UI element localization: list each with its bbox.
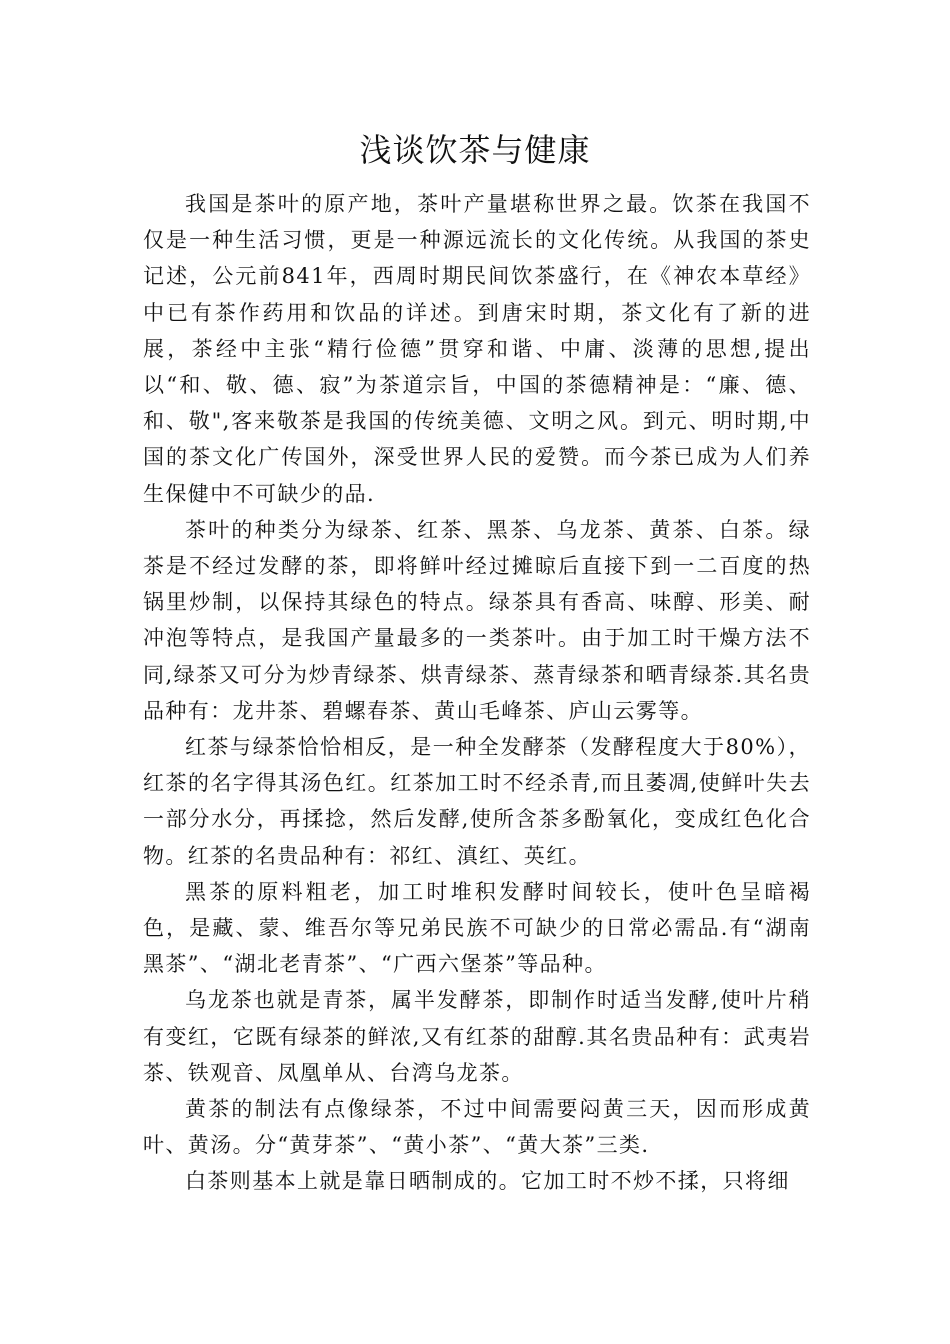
document-title: 浅谈饮茶与健康 [359,131,591,169]
paragraph-tea-types-green-tea: 茶叶的种类分为绿茶、红茶、黑茶、乌龙茶、黄茶、白茶。绿茶是不经过发酵的茶，即将鲜叶经过摊晾后直接下到一二百度的热锅里炒制，以保持其绿色的特点。绿茶具有香高、味醇、形美、耐冲泡等特点，是我国产量最多的一类茶叶。由于加工时干燥方法不同,绿茶又可分为炒青绿茶、烘青绿茶、蒸青绿茶和晒青绿茶.其名贵品种有：龙井茶、碧螺春茶、黄山毛峰茶、庐山云雾等。 [143,517,811,723]
paragraph-origin-and-culture: 我国是茶叶的原产地，茶叶产量堪称世界之最。饮茶在我国不仅是一种生活习惯，更是一种源远流长的文化传统。从我国的茶史记述，公元前841年，西周时期民间饮茶盛行，在《神农本草经》中已有茶作药用和饮品的详述。到唐宋时期，茶文化有了新的进展，茶经中主张“精行俭德”贯穿和谐、中庸、淡薄的思想,提出以“和、敬、德、寂”为茶道宗旨，中国的茶德精神是：“廉、德、和、敬",客来敬茶是我国的传统美德、文明之风。到元、明时期,中国的茶文化广传国外，深受世界人民的爱赞。而今茶已成为人们养生保健中不可缺少的品. [143,192,811,506]
paragraph-yellow-tea: 黄茶的制法有点像绿茶，不过中间需要闷黄三天，因而形成黄叶、黄汤。分“黄芽茶”、“黄小茶”、“黄大茶”三类. [143,1097,811,1158]
paragraph-black-tea: 红茶与绿茶恰恰相反，是一种全发酵茶（发酵程度大于80%），红茶的名字得其汤色红。红茶加工时不经杀青,而且萎凋,使鲜叶失去一部分水分，再揉捻，然后发酵,使所含茶多酚氧化，变成红色化合物。红茶的名贵品种有：祁红、滇红、英红。 [143,735,811,868]
paragraph-oolong-tea: 乌龙茶也就是青茶，属半发酵茶，即制作时适当发酵,使叶片稍有变红，它既有绿茶的鲜浓,又有红茶的甜醇.其名贵品种有：武夷岩茶、铁观音、凤凰单从、台湾乌龙茶。 [143,988,811,1085]
paragraph-white-tea: 白茶则基本上就是靠日晒制成的。它加工时不炒不揉，只将细 [185,1169,790,1194]
paragraph-dark-tea: 黑茶的原料粗老，加工时堆积发酵时间较长，使叶色呈暗褐色，是藏、蒙、维吾尔等兄弟民族不可缺少的日常必需品.有“湖南黑茶”、“湖北老青茶”、“广西六堡茶”等品种。 [143,879,811,977]
document-body [143,186,811,1200]
